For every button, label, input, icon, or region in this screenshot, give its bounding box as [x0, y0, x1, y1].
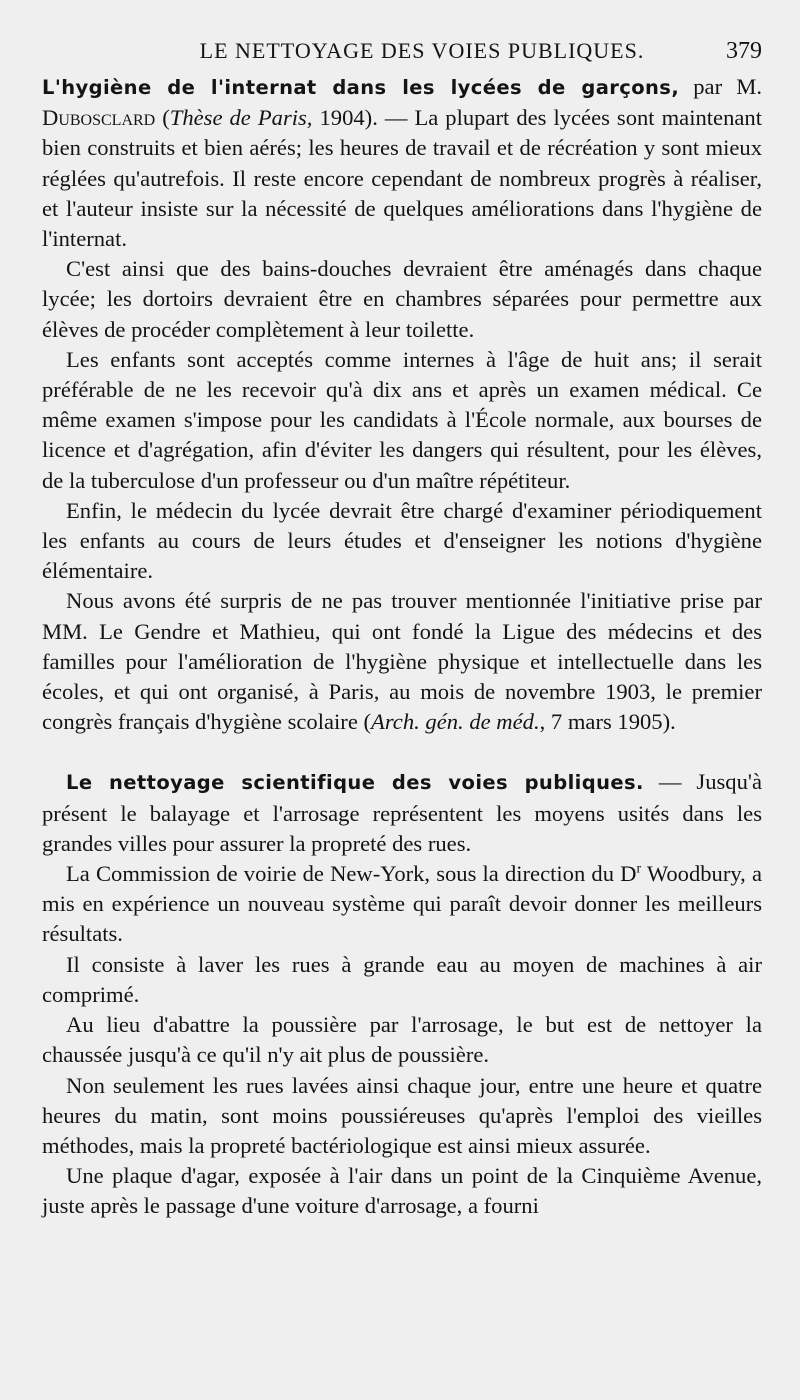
article-heading: Le nettoyage scientifique des voies publiques.	[66, 771, 644, 795]
running-head-title: LE NETTOYAGE DES VOIES PUBLIQUES.	[199, 38, 645, 63]
citation-title: Arch. gén. de méd.	[371, 709, 540, 735]
article-heading: L'hygiène de l'internat dans les lycées de garçons,	[42, 76, 680, 99]
paragraph: L'hygiène de l'internat dans les lycées de garçons, par M. Dubosclard (Thèse de Paris, 1904). — La plupart des lycées sont maintenant bien construits et bien aérés; les heures de travail et de récréation y sont mieux réglées qu'autrefois. Il reste encore cependant de nombreux progrès à réaliser, et l'auteur insiste sur la nécessité de quelques améliorations dans l'hygiène de l'internat.	[42, 74, 762, 252]
paragraph: La Commission de voirie de New-York, sous la direction du $D^r$ Woodbury, a mis en expérience un nouveau système qui paraît devoir donner les meilleurs résultats.	[42, 861, 762, 947]
page-number: 379	[726, 38, 762, 64]
paragraph: Enfin, le médecin du lycée devrait être chargé d'examiner périodiquement les enfants au cours de leurs études et d'enseigner les notions d'hygiène élémentaire.	[42, 497, 762, 584]
paragraph: Les enfants sont acceptés comme internes à l'âge de huit ans; il serait préférable de ne les recevoir qu'à dix ans et après un examen médical. Ce même examen s'impose pour les candidats à l'École normale, aux bourses de licence et d'agrégation, afin d'éviter les dangers qui résultent, pour les élèves, de la tuberculose d'un professeur ou d'un maître répétiteur.	[42, 346, 762, 493]
paragraph: Nous avons été surpris de ne pas trouver mentionnée l'initiative prise par MM. Le Gendre et Mathieu, qui ont fondé la Ligue des médecins et des familles pour l'amélioration de l'hygiène physique et intellectuelle dans les écoles, et qui ont organisé, à Paris, au mois de novembre 1903, le premier congrès français d'hygiène scolaire (Arch. gén. de méd., 7 mars 1905).	[42, 588, 762, 735]
paragraph: Une plaque d'agar, exposée à l'air dans un point de la Cinquième Avenue, juste après le passage d'une voiture d'arrosage, a fourni	[42, 1163, 762, 1219]
section-divider	[42, 737, 762, 767]
citation-title: Thèse de Paris,	[169, 105, 313, 131]
paragraph: C'est ainsi que des bains-douches devraient être aménagés dans chaque lycée; les dortoirs devraient être en chambres séparées pour permettre aux élèves de procéder complètement à leur toilette.	[42, 256, 762, 342]
paragraph: Au lieu d'abattre la poussière par l'arrosage, le but est de nettoyer la chaussée jusqu'à ce qu'il n'y ait plus de poussière.	[42, 1012, 762, 1068]
paragraph: Il consiste à laver les rues à grande eau au moyen de machines à air comprimé.	[42, 951, 762, 1007]
paragraph: Le nettoyage scientifique des voies publiques. — Jusqu'à présent le balayage et l'arrosage représentent les moyens usités dans les grandes villes pour assurer la propreté des rues.	[42, 769, 762, 856]
article-hygiene-internat	[42, 72, 762, 737]
author-name: Dubosclard	[42, 105, 156, 131]
paragraph: Non seulement les rues lavées ainsi chaque jour, entre une heure et quatre heures du matin, sont moins poussiéreuses qu'après l'emploi des vieilles méthodes, mais la propreté bactériologique est ainsi mieux assurée.	[42, 1072, 762, 1158]
running-head	[42, 30, 762, 72]
article-nettoyage-voies	[42, 767, 762, 1221]
